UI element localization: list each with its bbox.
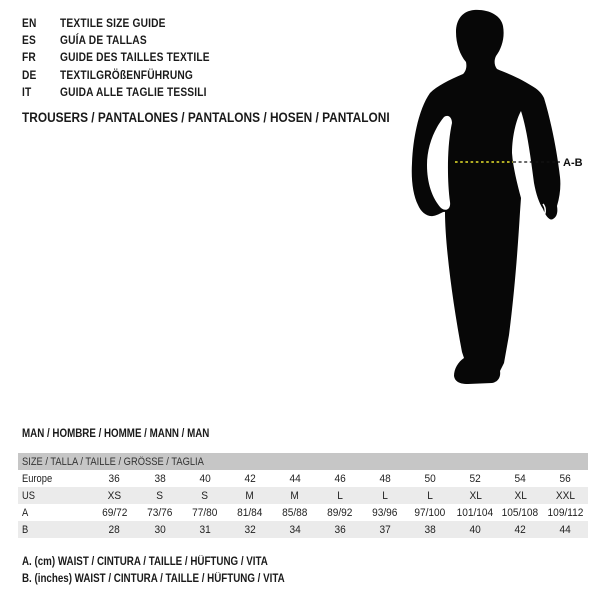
language-row-fr bbox=[22, 49, 236, 66]
language-code: IT bbox=[22, 85, 32, 100]
language-row-es bbox=[22, 31, 236, 48]
language-code: FR bbox=[22, 50, 36, 65]
table-row-b-inches: B 28 30 31 32 34 36 37 38 40 42 44 bbox=[18, 521, 588, 538]
language-row-de bbox=[22, 66, 236, 83]
gender-title: MAN / HOMBRE / HOMME / MANN / MAN bbox=[22, 428, 210, 440]
language-row-it bbox=[22, 84, 236, 101]
measure-label-ab: A-B bbox=[563, 157, 583, 169]
table-row-us: US XS S S M M L L L XL XL XXL bbox=[18, 487, 588, 504]
row-label: Europe bbox=[22, 472, 53, 485]
row-label: B bbox=[22, 523, 29, 536]
language-label: GUÍA DE TALLAS bbox=[60, 33, 147, 48]
footnote-a: A. (cm) WAIST / CINTURA / TAILLE / HÜFTUNG / VITA bbox=[22, 556, 268, 568]
language-row-en bbox=[22, 14, 236, 31]
size-table-header: SIZE / TALLA / TAILLE / GRÖSSE / TAGLIA bbox=[18, 453, 588, 470]
table-row-a-cm: A 69/72 73/76 77/80 81/84 85/88 89/92 93/96 97/100 101/104 105/108 109/112 bbox=[18, 504, 588, 521]
language-code: ES bbox=[22, 33, 36, 48]
category-title: TROUSERS / PANTALONES / PANTALONS / HOSEN / PANTALONI bbox=[22, 110, 390, 125]
language-label: GUIDA ALLE TAGLIE TESSILI bbox=[60, 85, 207, 100]
footnotes bbox=[22, 554, 331, 589]
language-code: EN bbox=[22, 15, 37, 30]
language-code: DE bbox=[22, 67, 37, 82]
language-label: GUIDE DES TAILLES TEXTILE bbox=[60, 50, 210, 65]
language-label: TEXTILGRÖßENFÜHRUNG bbox=[60, 67, 193, 82]
language-list bbox=[22, 14, 236, 101]
figure-area bbox=[400, 5, 600, 390]
row-label: US bbox=[22, 489, 35, 502]
footnote-b: B. (inches) WAIST / CINTURA / TAILLE / HÜFTUNG / VITA bbox=[22, 573, 285, 586]
man-figure-svg bbox=[400, 5, 600, 390]
language-label: TEXTILE SIZE GUIDE bbox=[60, 15, 166, 30]
row-label: A bbox=[22, 506, 29, 519]
size-table bbox=[18, 453, 588, 538]
table-row-europe: Europe 36 38 40 42 44 46 48 50 52 54 56 bbox=[18, 470, 588, 487]
